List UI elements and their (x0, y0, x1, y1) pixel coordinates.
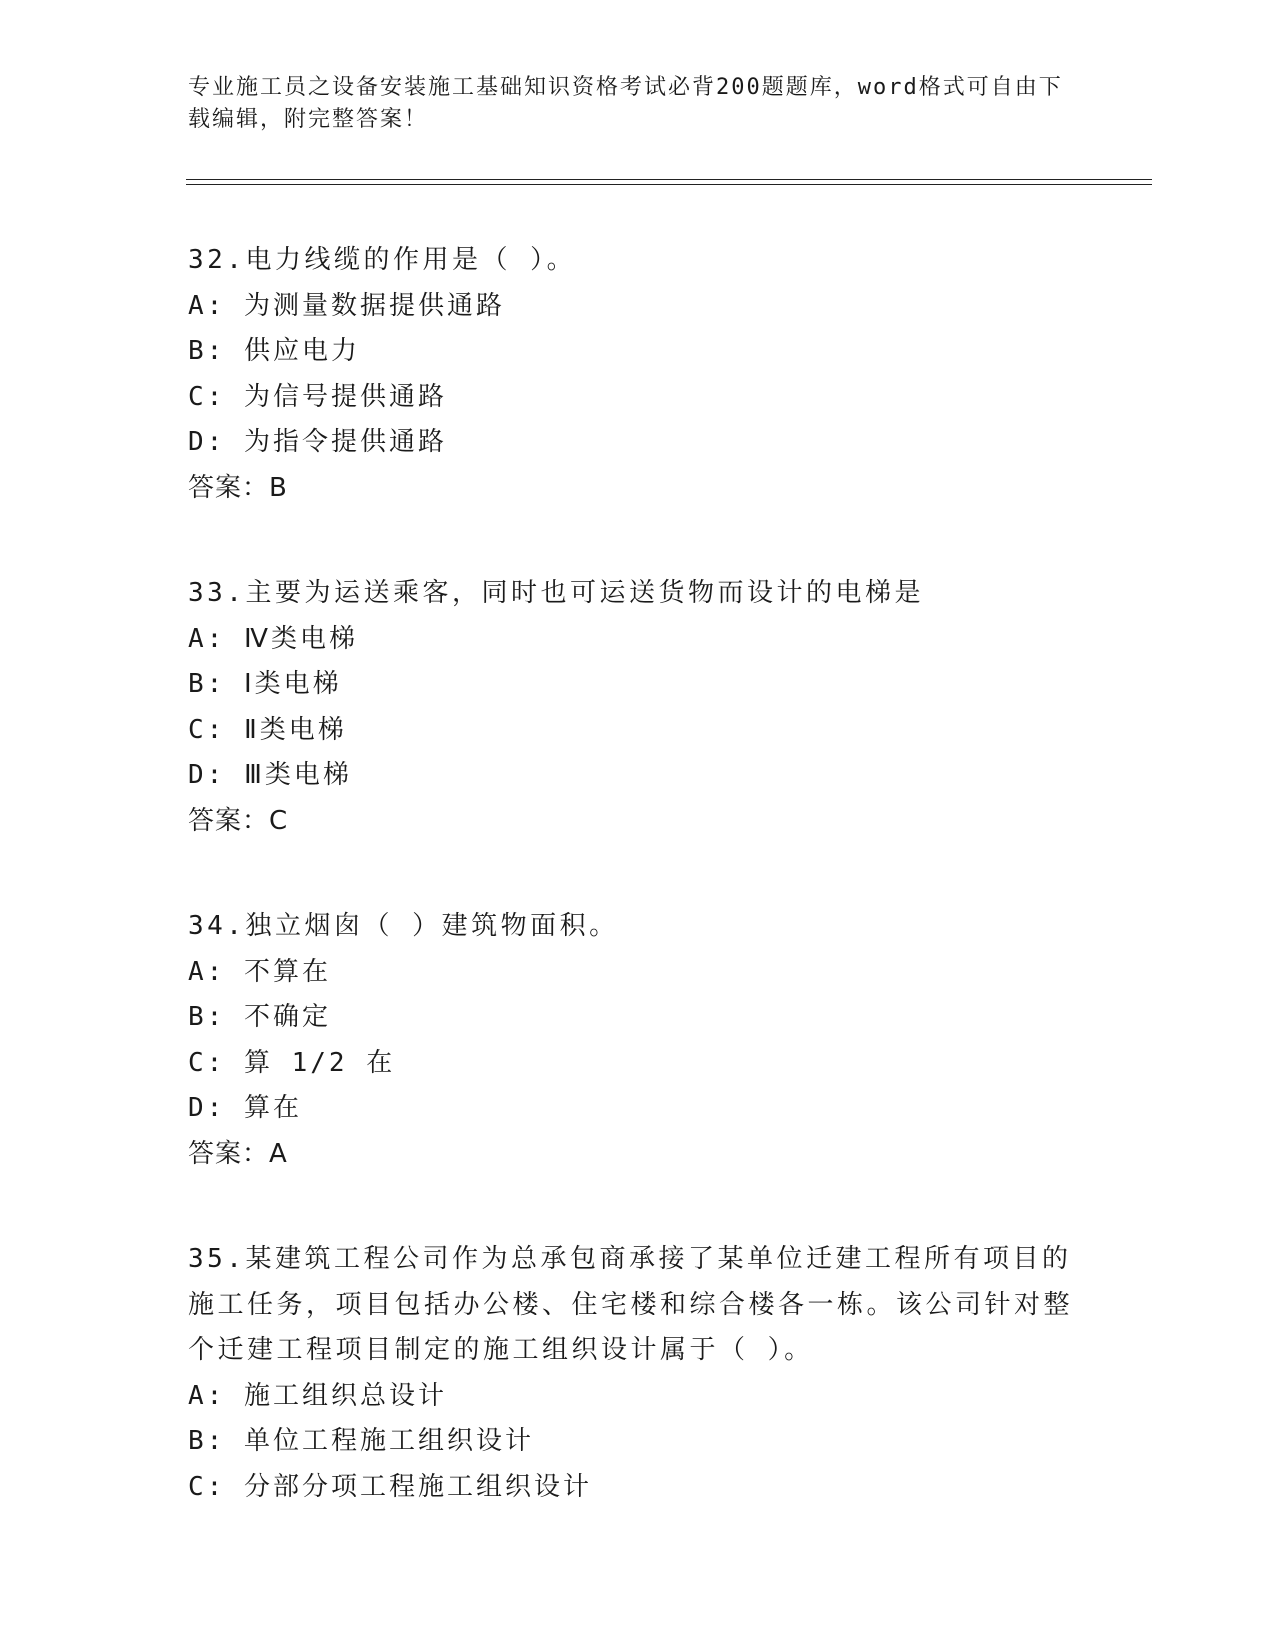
question-35 (188, 1237, 1088, 1510)
answer-label: 答案：A (188, 1138, 288, 1169)
option-b: B: 不确定 (188, 1002, 331, 1032)
option-b: B: Ⅰ类电梯 (188, 669, 342, 699)
header-divider-top (186, 179, 1152, 180)
answer-label: 答案：B (188, 472, 288, 503)
option-a: A: Ⅳ类电梯 (188, 623, 358, 654)
option-d: D: 为指令提供通路 (188, 427, 447, 457)
option-a: A: 为测量数据提供通路 (188, 290, 505, 321)
answer-label: 答案：C (188, 805, 289, 836)
option-b: B: 单位工程施工组织设计 (188, 1426, 534, 1456)
option-d: D: Ⅲ类电梯 (188, 760, 352, 790)
question-stem: 32.电力线缆的作用是（ ）。 (188, 245, 577, 275)
header-divider-bottom (186, 184, 1152, 185)
option-c: C: 为信号提供通路 (188, 381, 447, 412)
option-d: D: 算在 (188, 1093, 302, 1123)
question-list (188, 238, 1088, 1570)
option-a: A: 不算在 (188, 956, 331, 987)
question-34 (188, 904, 1088, 1177)
question-stem: 35.某建筑工程公司作为总承包商承接了某单位迁建工程所有项目的施工任务，项目包括办公楼、住宅楼和综合楼各一栋。该公司针对整个迁建工程项目制定的施工组织设计属于（ ）。 (188, 1244, 1074, 1365)
option-c: C: Ⅱ类电梯 (188, 714, 347, 745)
question-32 (188, 238, 1088, 511)
option-b: B: 供应电力 (188, 336, 360, 366)
option-a: A: 施工组织总设计 (188, 1380, 447, 1411)
option-c: C: 分部分项工程施工组织设计 (188, 1471, 592, 1502)
document-header: 专业施工员之设备安装施工基础知识资格考试必背200题题库，word格式可自由下载编辑，附完整答案！ (188, 75, 1063, 132)
question-stem: 33.主要为运送乘客，同时也可运送货物而设计的电梯是 (188, 578, 924, 608)
question-33 (188, 571, 1088, 844)
question-stem: 34.独立烟囱（ ）建筑物面积。 (188, 911, 619, 941)
option-c: C: 算 1/2 在 (188, 1047, 396, 1078)
